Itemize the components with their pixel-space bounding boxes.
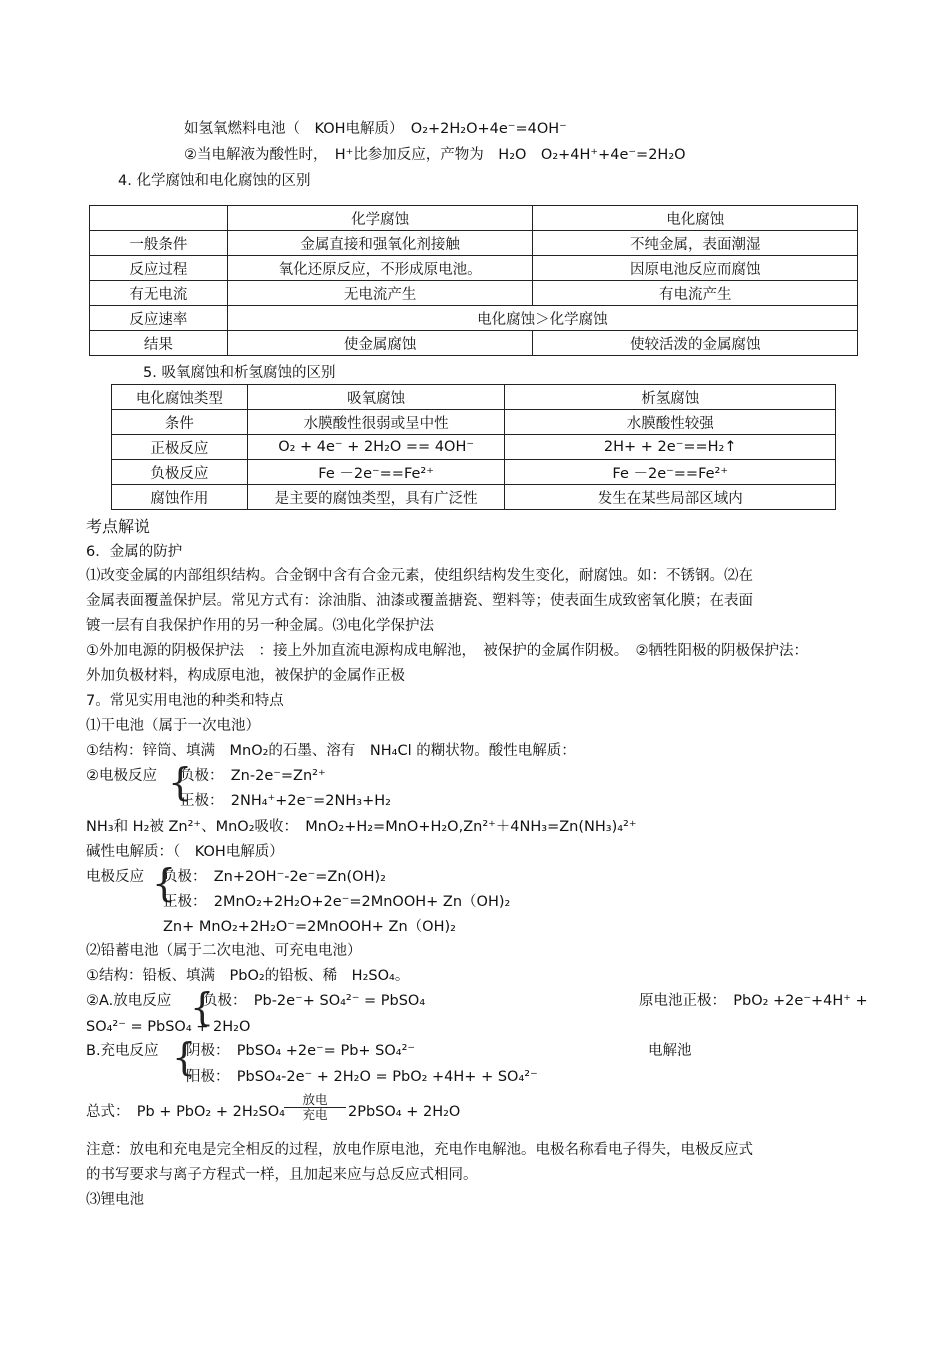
paragraph-line: 金属表面覆盖保护层。常见方式有：涂油脂、油漆或覆盖搪瓷、塑料等；使表面生成致密氧化膜；在表面 [86, 593, 753, 609]
table-cell: 不纯金属，表面潮湿 [533, 231, 858, 256]
equation-line: 总式： Pb + PbO₂ + 2H₂SO₄ [86, 1104, 285, 1120]
table-cell: 水膜酸性很弱或呈中性 [247, 410, 505, 435]
equation-line: 2PbSO₄ + 2H₂O [348, 1104, 461, 1120]
table-cell: 水膜酸性较强 [505, 410, 836, 435]
table-row [90, 281, 858, 306]
paragraph-line: ⑵铅蓄电池（属于二次电池、可充电电池） [86, 943, 362, 959]
table-cell: 2H+ + 2e⁻==H₂↑ [505, 435, 836, 460]
equation-line: SO₄²⁻ = PbSO₄ + 2H₂O [86, 1019, 251, 1035]
equation-line: 阴极： PbSO₄ +2e⁻= Pb+ SO₄²⁻ [186, 1043, 416, 1059]
table-cell: 是主要的腐蚀类型，具有广泛性 [247, 485, 505, 510]
table-cell: 结果 [90, 331, 228, 356]
table-row [90, 256, 858, 281]
table-cell: Fe －2e⁻==Fe²⁺ [247, 460, 505, 485]
table-cell: 有电流产生 [533, 281, 858, 306]
paragraph-line: 碱性电解质：（ KOH电解质） [86, 844, 284, 860]
paragraph-line: ②A.放电反应 [86, 993, 172, 1009]
table-row [112, 410, 836, 435]
table-cell: 有无电流 [90, 281, 228, 306]
table-cell: 电化腐蚀 [533, 206, 858, 231]
reversible-arrow [284, 1093, 346, 1122]
equation-line: 负极： Zn+2OH⁻-2e⁻=Zn(OH)₂ [163, 869, 386, 885]
text-line: 电解池 [648, 1043, 692, 1059]
section-heading: 6．金属的防护 [86, 544, 183, 560]
table-cell: Fe －2e⁻==Fe²⁺ [505, 460, 836, 485]
paragraph-line: ①结构：锌筒、填满 MnO₂的石墨、溶有 NH₄Cl 的糊状物。酸性电解质： [86, 743, 576, 759]
table-row [90, 331, 858, 356]
table-cell: 条件 [112, 410, 248, 435]
oxygen-hydrogen-corrosion-table [111, 384, 836, 510]
table-cell: 无电流产生 [227, 281, 533, 306]
table-cell: 氧化还原反应，不形成原电池。 [227, 256, 533, 281]
table-row [112, 435, 836, 460]
table-cell: 使较活泼的金属腐蚀 [533, 331, 858, 356]
paragraph-line: ①外加电源的阴极保护法 ：接上外加直流电源构成电解池， 被保护的金属作阴极。 ②牺牲阳极的阴极保护法： [86, 643, 808, 659]
discharge-label: 放电 [302, 1092, 328, 1107]
table-cell: 化学腐蚀 [227, 206, 533, 231]
table-cell [90, 206, 228, 231]
paragraph-line: 电极反应 [86, 869, 144, 885]
table-row [112, 485, 836, 510]
table-cell: 一般条件 [90, 231, 228, 256]
equation-line: NH₃和 H₂被 Zn²⁺、MnO₂吸收： MnO₂+H₂=MnO+H₂O,Zn²⁺＋4NH₃=Zn(NH₃)₄²⁺ [86, 819, 637, 835]
section-heading: 7。常见实用电池的种类和特点 [86, 693, 284, 709]
table-cell: 析氢腐蚀 [505, 385, 836, 410]
charge-label: 充电 [302, 1107, 328, 1122]
table-cell: 金属直接和强氧化剂接触 [227, 231, 533, 256]
paragraph-line: ⑴干电池（属于一次电池） [86, 718, 260, 734]
equation-line: 原电池正极： PbO₂ +2e⁻+4H⁺ + [639, 993, 868, 1009]
section-title: 考点解说 [86, 517, 151, 536]
brace-icon: { [152, 861, 177, 905]
table-cell: 吸氧腐蚀 [247, 385, 505, 410]
table-cell: 反应速率 [90, 306, 228, 331]
paragraph-line: 的书写要求与离子方程式一样，且加起来应与总反应式相同。 [86, 1167, 478, 1183]
paragraph-line: ⑴改变金属的内部组织结构。合金钢中含有合金元素，使组织结构发生变化，耐腐蚀。如：不锈钢。⑵在 [86, 568, 753, 584]
equation-line: 正极： 2MnO₂+2H₂O+2e⁻=2MnOOH+ Zn（OH)₂ [163, 894, 511, 910]
corrosion-comparison-table [89, 205, 858, 356]
table-cell: 使金属腐蚀 [227, 331, 533, 356]
brace-icon: { [172, 1035, 197, 1079]
table-row [112, 460, 836, 485]
paragraph-line: 注意：放电和充电是完全相反的过程，放电作原电池，充电作电解池。电极名称看电子得失，电极反应式 [86, 1142, 753, 1158]
table-cell: 发生在某些局部区域内 [505, 485, 836, 510]
text-line: 如氢氧燃料电池（ KOH电解质） O₂+2H₂O+4e⁻=4OH⁻ [184, 121, 567, 137]
paragraph-line: 镀一层有自我保护作用的另一种金属。⑶电化学保护法 [86, 618, 434, 634]
table-cell: 因原电池反应而腐蚀 [533, 256, 858, 281]
text-line: ②当电解液为酸性时， H⁺比参加反应，产物为 H₂O O₂+4H⁺+4e⁻=2H₂O [184, 147, 686, 163]
paragraph-line: B.充电反应 [86, 1043, 159, 1059]
brace-icon: { [190, 985, 215, 1029]
table-cell: O₂ + 4e⁻ + 2H₂O == 4OH⁻ [247, 435, 505, 460]
table-cell: 负极反应 [112, 460, 248, 485]
paragraph-line: ⑶锂电池 [86, 1192, 144, 1208]
table-row [90, 231, 858, 256]
table-row [112, 385, 836, 410]
table-row [90, 306, 858, 331]
table-cell: 腐蚀作用 [112, 485, 248, 510]
table-cell: 正极反应 [112, 435, 248, 460]
paragraph-line: 外加负极材料，构成原电池，被保护的金属作正极 [86, 668, 405, 684]
table-cell: 电化腐蚀类型 [112, 385, 248, 410]
table-cell: 反应过程 [90, 256, 228, 281]
table-row [90, 206, 858, 231]
brace-icon: { [168, 760, 193, 804]
equation-line: 正极： 2NH₄⁺+2e⁻=2NH₃+H₂ [180, 793, 391, 809]
table-cell: 电化腐蚀＞化学腐蚀 [227, 306, 857, 331]
equation-line: 负极： Pb-2e⁻+ SO₄²⁻ = PbSO₄ [203, 993, 426, 1009]
section-heading: 5. 吸氧腐蚀和析氢腐蚀的区别 [143, 365, 336, 381]
equation-line: Zn+ MnO₂+2H₂O⁻=2MnOOH+ Zn（OH)₂ [163, 919, 456, 935]
equation-line: 阳极： PbSO₄-2e⁻ + 2H₂O = PbO₂ +4H+ + SO₄²⁻ [186, 1069, 538, 1085]
paragraph-line: ①结构：铅板、填满 PbO₂的铅板、稀 H₂SO₄。 [86, 968, 410, 984]
paragraph-line: ②电极反应 [86, 768, 157, 784]
equation-line: 负极： Zn-2e⁻=Zn²⁺ [180, 768, 326, 784]
section-heading: 4. 化学腐蚀和电化腐蚀的区别 [118, 173, 311, 189]
